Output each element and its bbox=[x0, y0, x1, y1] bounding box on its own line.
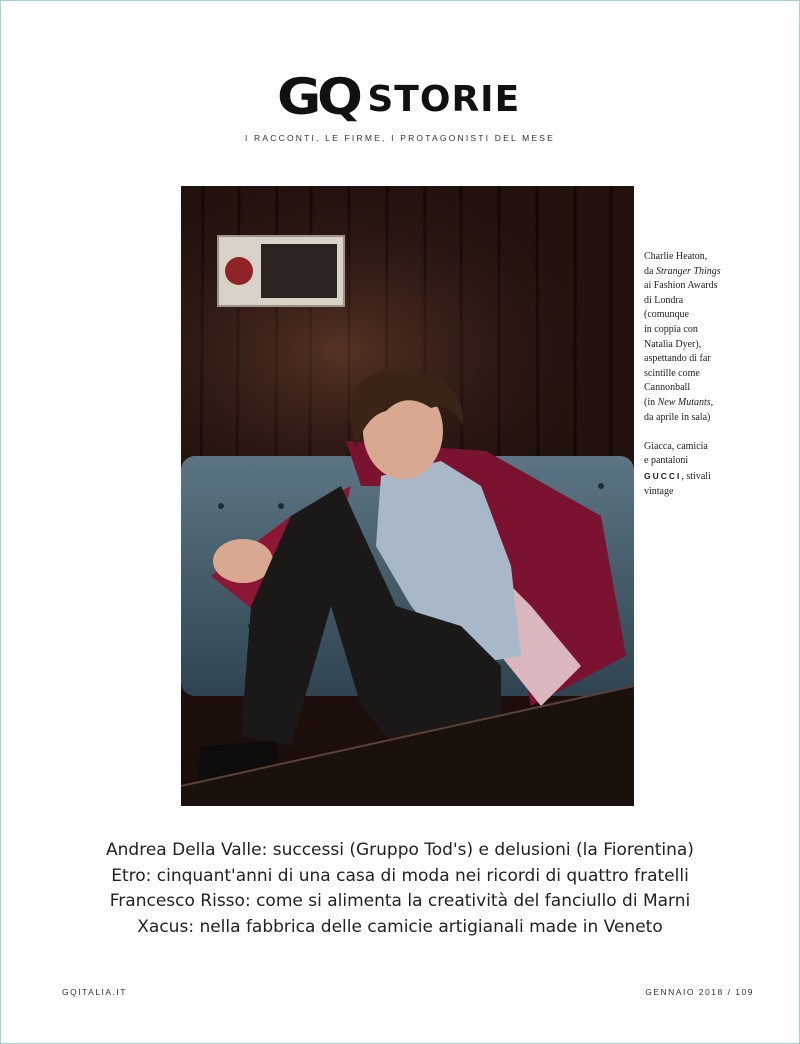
portrait-illustration bbox=[181, 186, 634, 806]
headline-item: Etro: cinquant'anni di una casa di moda nei ricordi di quattro fratelli bbox=[111, 865, 689, 886]
headline-item: Francesco Risso: come si alimenta la creatività del fanciullo di Marni bbox=[109, 891, 691, 911]
brand-name: GUCCI bbox=[644, 470, 682, 481]
headline-item: Andrea Della Valle: successi (Gruppo Tod's) e delusioni (la Fiorentina) bbox=[106, 840, 694, 860]
caption-paragraph: Charlie Heaton, da Stranger Things ai Fashion Awards di Londra (comunque in coppia con Natalia Dyer), aspettando di far scintille come Cannonball (in New Mutants, da aprile in sala) bbox=[644, 251, 721, 423]
photo-caption bbox=[644, 250, 754, 499]
headline-item: Xacus: nella fabbrica delle camicie artigianali made in Veneto bbox=[137, 916, 663, 937]
caption-credits: Giacca, camicia e pantaloni GUCCI, stivali vintage bbox=[644, 440, 711, 497]
section-title: STORIE bbox=[367, 79, 521, 120]
masthead bbox=[0, 68, 800, 126]
portrait-photo bbox=[181, 186, 634, 806]
tagline: I RACCONTI, LE FIRME, I PROTAGONISTI DEL MESE bbox=[244, 133, 556, 143]
hand bbox=[213, 539, 273, 583]
gq-logo: GQ bbox=[276, 68, 359, 126]
headline-list bbox=[0, 838, 800, 940]
footer-website: GQITALIA.IT bbox=[62, 987, 127, 997]
footer-issue-page: GENNAIO 2018 / 109 bbox=[645, 987, 754, 997]
